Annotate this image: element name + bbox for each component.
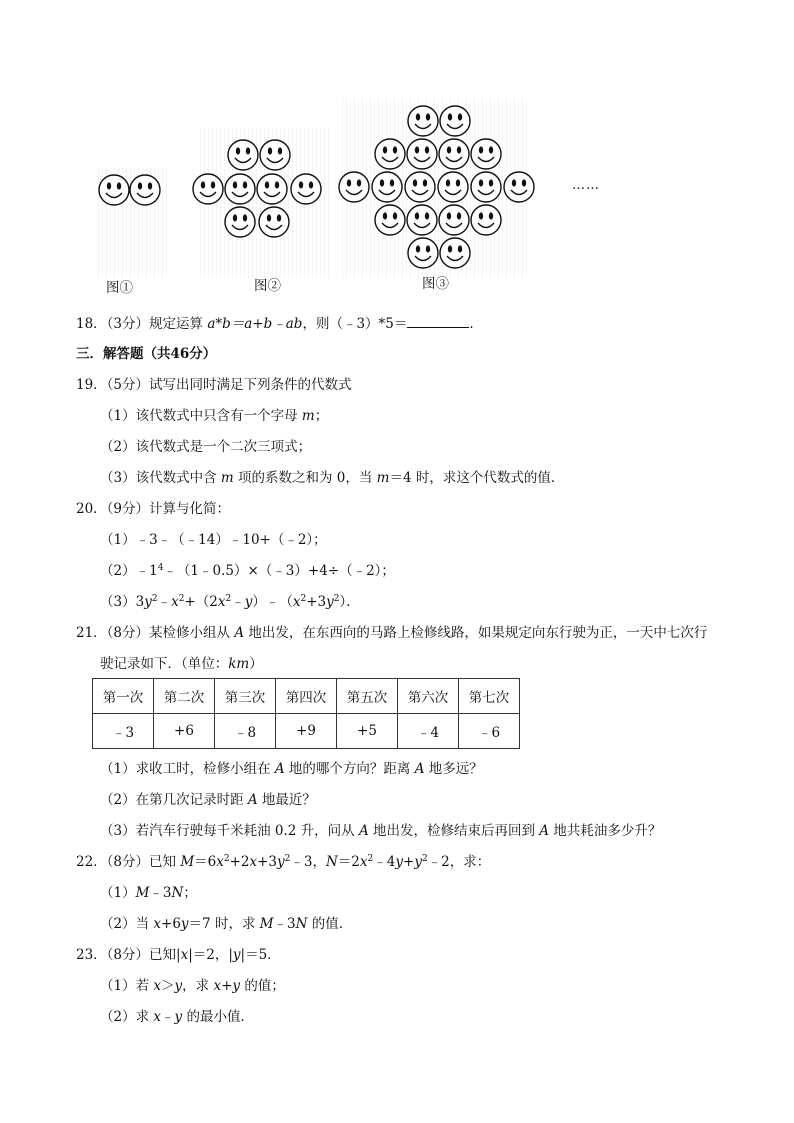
smiley-face-icon (405, 172, 435, 202)
table-header-cell: 第三次 (215, 679, 276, 714)
smiley-face-icon (471, 205, 501, 235)
question-23-part-1: （1）若 x＞y，求 x+y 的值； (100, 978, 285, 994)
smiley-face-icon (228, 140, 258, 170)
table-cell: ﹣6 (459, 714, 520, 749)
question-20-part-2: $(2)﹣1^4﹣(1﹣0.5)\times(﹣3)+4\div(﹣2)$； (100, 563, 395, 579)
question-23-stem: 23．（8分）已知|x|＝2，|y|＝5． (76, 947, 281, 963)
smiley-face-icon (130, 175, 160, 205)
question-21-stem-line-2: 驶记录如下．（单位：km） (100, 656, 263, 672)
table-header-cell: 第二次 (154, 679, 215, 714)
smiley-face-icon (407, 139, 437, 169)
smiley-pattern-figures (90, 98, 710, 298)
question-21-stem: 21．（8分）某检修小组从 A 地出发，在东西向的马路上检修线路，如果规定向东行驶为正，一天中七次行 (76, 625, 708, 641)
question-19-condition-1: （1）该代数式中只含有一个字母 m； (100, 408, 329, 424)
answer-blank[interactable] (407, 315, 469, 328)
question-21-sub-3: （3）若汽车行驶每千米耗油 0.2 升，问从 A 地出发，检修结束后再回到 A 地共耗油多少升？ (100, 823, 662, 839)
smiley-face-icon (259, 207, 289, 237)
smiley-face-icon (99, 175, 129, 205)
smiley-face-icon (440, 106, 470, 136)
smiley-face-icon (471, 139, 501, 169)
question-21-sub-1: （1）求收工时，检修小组在 A 地的哪个方向？距离 A 地多远？ (100, 761, 483, 777)
question-22-part-2: （2）当 x+6y＝7 时，求 M﹣3N 的值． (100, 916, 353, 932)
driving-record-table (92, 678, 520, 749)
smiley-face-icon (372, 172, 402, 202)
smiley-face-icon (407, 205, 437, 235)
smiley-face-icon (504, 172, 534, 202)
figure-ellipsis: …… (572, 178, 600, 193)
table-cell: +9 (276, 714, 337, 749)
smiley-figures-svg (90, 98, 710, 298)
smiley-face-icon (291, 174, 321, 204)
question-23-part-2: （2）求 x﹣y 的最小值． (100, 1009, 254, 1025)
table-cell: ﹣8 (215, 714, 276, 749)
question-20-stem: 20．（9分）计算与化简： (76, 501, 231, 517)
question-18: 18．（3分）规定运算 a*b＝a+b﹣ab，则（﹣3）*5＝ ． (76, 316, 483, 332)
question-20-part-3: $(3)3y^2﹣x^2+(2x^2﹣y)﹣(x^2+3y^2)$． (100, 594, 360, 610)
smiley-face-icon (439, 139, 469, 169)
question-20-part-1: （1）﹣3﹣（﹣14）﹣10+（﹣2）； (100, 532, 327, 548)
smiley-face-icon (260, 140, 290, 170)
smiley-face-icon (257, 174, 287, 204)
section-heading: 三．解答题（共46分） (76, 346, 217, 362)
smiley-face-icon (408, 106, 438, 136)
figure-3-label: 图③ (422, 276, 449, 292)
smiley-face-icon (193, 174, 223, 204)
table-header-cell: 第五次 (337, 679, 398, 714)
smiley-face-icon (408, 238, 438, 268)
smiley-face-icon (375, 205, 405, 235)
figure-2-label: 图② (254, 278, 281, 294)
smiley-face-icon (225, 174, 255, 204)
smiley-face-icon (375, 139, 405, 169)
table-row (93, 714, 520, 749)
smiley-face-icon (339, 172, 369, 202)
smiley-face-icon (471, 172, 501, 202)
question-19-condition-3: （3）该代数式中含 m 项的系数之和为 0，当 m＝4 时，求这个代数式的值． (100, 470, 565, 486)
table-header-cell: 第一次 (93, 679, 154, 714)
question-21-sub-2: （2）在第几次记录时距 A 地最近？ (100, 792, 316, 808)
question-22-stem: 22．（8分）已知 $M=6x^2+2x+3y^2﹣3$，$N=2x^2﹣4y+y^2﹣2$，求： (76, 854, 491, 870)
table-cell: ﹣4 (398, 714, 459, 749)
question-22-part-1: （1）M﹣3N； (100, 885, 197, 901)
table-header-row (93, 679, 520, 714)
question-19-condition-2: （2）该代数式是一个二次三项式； (100, 439, 312, 455)
table-header-cell: 第四次 (276, 679, 337, 714)
smiley-face-icon (439, 205, 469, 235)
table-cell: ﹣3 (93, 714, 154, 749)
table-header-cell: 第七次 (459, 679, 520, 714)
table-cell: +5 (337, 714, 398, 749)
smiley-face-icon (438, 172, 468, 202)
smiley-face-icon (440, 238, 470, 268)
table-cell: +6 (154, 714, 215, 749)
smiley-face-icon (225, 207, 255, 237)
question-19-stem: 19．（5分）试写出同时满足下列条件的代数式 (76, 377, 352, 393)
table-header-cell: 第六次 (398, 679, 459, 714)
figure-1-label: 图① (106, 280, 133, 296)
